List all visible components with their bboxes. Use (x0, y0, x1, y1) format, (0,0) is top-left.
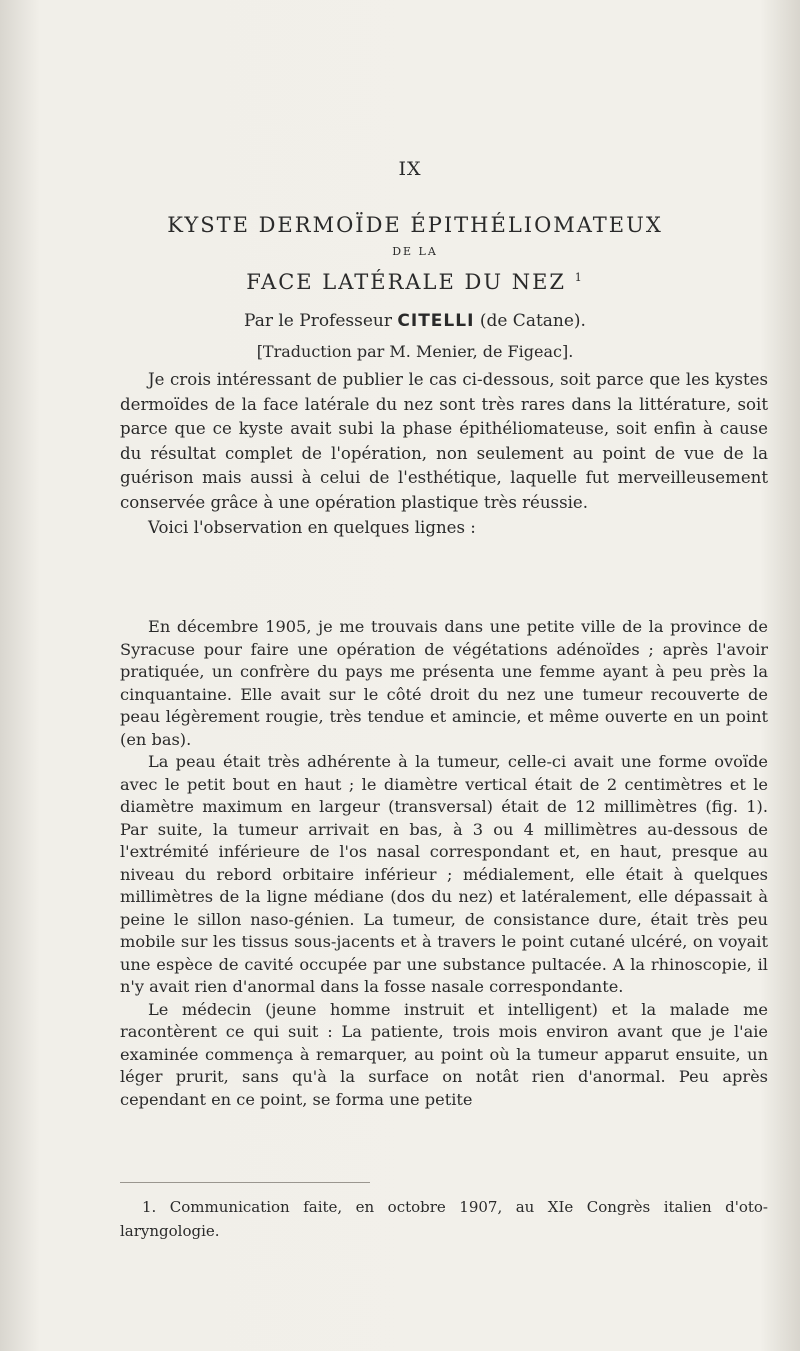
article-title-line1: KYSTE DERMOÏDE ÉPITHÉLIOMATEUX (167, 213, 663, 237)
intro-paragraph: Je crois intéressant de publier le cas ci-dessous, soit parce que les kystes dermoïdes de la face latérale du nez sont très rares dans la littérature, soit parce que ce kyste avait subi la phase épithéliomateuse, soit enfin à cause du résultat complet de l'opération, non seulement au point de vue de la guérison mais aussi à celui de l'esthétique, laquelle fut merveilleusement conservée grâce à une opération plastique très réussie. (120, 370, 768, 512)
intro-section (120, 368, 768, 540)
footnote-divider (120, 1182, 370, 1183)
footnote-marker: 1 (574, 271, 584, 284)
observation-paragraph: La peau était très adhérente à la tumeur, celle-ci avait une forme ovoïde avec le petit bout en haut ; le diamètre vertical était de 2 centimètres et le diamètre maximum en largeur (transversal) était de 12 millimètres (fig. 1). Par suite, la tumeur arrivait en bas, à 3 ou 4 millimètres au-dessous de l'extrémité inférieure de l'os nasal correspondant et, en haut, presque au niveau du rebord orbitaire inférieur ; médialement, elle était à quelques millimètres de la ligne médiane (dos du nez) et latéralement, elle dépassait à peine le sillon naso-génien. La tumeur, de consistance dure, était très peu mobile sur les tissus sous-jacents et à travers le point cutané ulcéré, on voyait une espèce de cavité occupée par une substance pultacée. A la rhinoscopie, il n'y avait rien d'anormal dans la fosse nasale correspondante. (120, 752, 768, 996)
author-affiliation: (de Catane). (479, 311, 586, 331)
article-title-connector: DE LA (392, 245, 438, 258)
observation-paragraph: Le médecin (jeune homme instruit et intelligent) et la malade me racontèrent ce qui suit : La patiente, trois mois environ avant que je l'aie examinée commença à remarquer, au point où la tumeur apparut ensuite, un léger prurit, sans qu'à la surface on notât rien d'anormal. Peu après cependant en ce point, se forma une petite (120, 999, 768, 1109)
footnote: 1. Communication faite, en octobre 1907, au XIe Congrès italien d'oto-laryngologie. (120, 1198, 768, 1240)
observation-section (120, 616, 768, 1111)
chapter-number: IX (398, 158, 422, 180)
article-title-line2 (0, 270, 800, 294)
author-name: CITELLI (397, 311, 475, 331)
article-title-text: FACE LATÉRALE DU NEZ (246, 270, 567, 294)
author-line (0, 311, 800, 331)
author-prefix: Par le Professeur (244, 311, 392, 331)
intro-paragraph: Voici l'observation en quelques lignes : (148, 517, 476, 537)
observation-paragraph: En décembre 1905, je me trouvais dans une petite ville de la province de Syracuse pour faire une opération de végétations adénoïdes ; après l'avoir pratiquée, un confrère du pays me présenta une femme ayant à peu près la cinquantaine. Elle avait sur le côté droit du nez une tumeur recouverte de peau légèrement rougie, très tendue et amincie, et même ouverte en un point (en bas). (120, 617, 768, 749)
translation-credit: [Traduction par M. Menier, de Figeac]. (256, 342, 574, 361)
